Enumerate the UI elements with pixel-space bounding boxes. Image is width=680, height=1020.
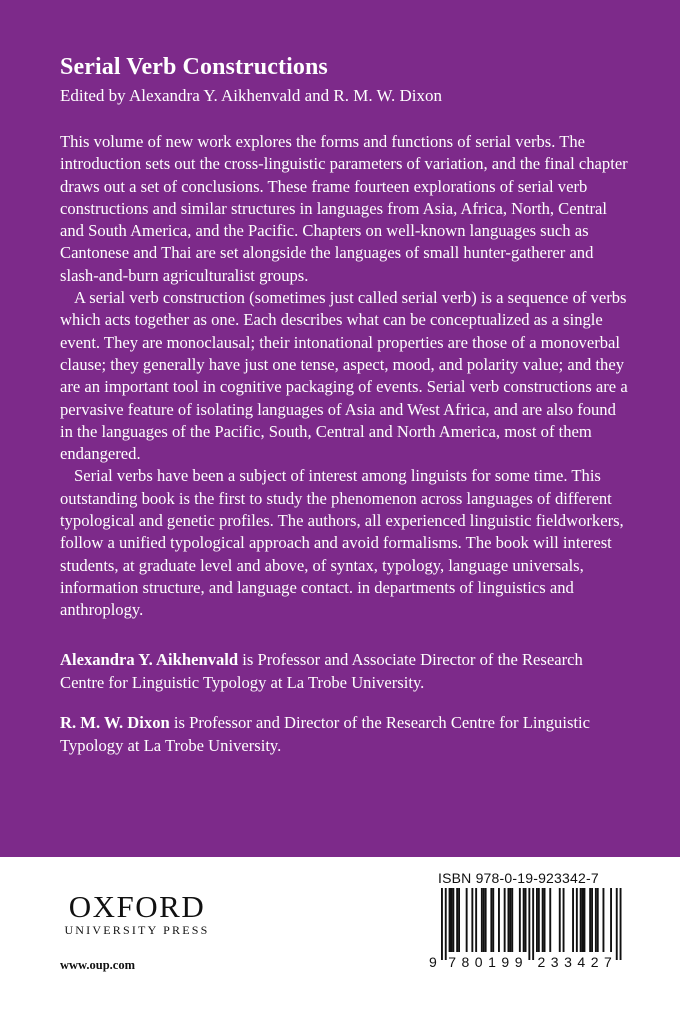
barcode-bar xyxy=(582,888,584,952)
barcode-digit: 3 xyxy=(564,954,572,970)
barcode-bar xyxy=(471,888,473,952)
barcode-bar xyxy=(525,888,527,952)
barcode-digit: 2 xyxy=(537,954,546,970)
barcode-bar xyxy=(445,888,447,960)
publisher-subtitle: UNIVERSITY PRESS xyxy=(64,923,210,937)
barcode-bar xyxy=(595,888,597,952)
barcode-digits xyxy=(429,954,612,970)
barcode-bar xyxy=(475,888,477,952)
publisher-logo xyxy=(58,889,216,938)
author-bio-text: is Professor and Director of the Research Centre for Linguistic Typology at La Trobe University. xyxy=(60,713,590,755)
barcode-bar xyxy=(528,888,530,960)
barcode-bar xyxy=(538,888,540,952)
barcode-bar xyxy=(532,888,534,960)
barcode-digit: 9 xyxy=(429,954,437,970)
barcode-bar xyxy=(591,888,593,952)
author-name: R. M. W. Dixon xyxy=(60,713,170,732)
barcode-bar xyxy=(492,888,494,952)
barcode-bar xyxy=(536,888,538,952)
book-title: Serial Verb Constructions xyxy=(60,54,328,80)
author-bio xyxy=(60,712,630,757)
blurb-paragraph: This volume of new work explores the forms and functions of serial verbs. The introduction sets out the cross-linguistic parameters of variation, and the final chapter draws out a set of conclusions. These frame fourteen explorations of serial verb constructions and similar structures in languages from Asia, Africa, North, Central and South America, and the Pacific. Chapters on well-known languages such as Cantonese and Thai are set alongside the languages of small hunter-gatherer and slash-and-burn agriculturalist groups. xyxy=(60,132,628,285)
barcode-bar xyxy=(511,888,513,952)
author-bio-text: is Professor and Associate Director of the Research Centre for Linguistic Typology at La Trobe University. xyxy=(60,650,583,692)
barcode-bar xyxy=(584,888,586,952)
barcode-bar xyxy=(498,888,500,952)
barcode-bar xyxy=(452,888,454,952)
barcode-bar xyxy=(580,888,582,952)
barcode-bar xyxy=(458,888,460,952)
publisher-name: OXFORD xyxy=(68,889,206,924)
barcode-bar xyxy=(466,888,468,952)
barcode-bar xyxy=(576,888,578,952)
barcode-bar xyxy=(483,888,485,952)
blurb-paragraph: Serial verbs have been a subject of interest among linguists for some time. This outstanding book is the first to study the phenomenon across languages of different typological and genetic profiles. The authors, all experienced linguistic fieldworkers, follow a unified typological approach and avoid formalisms. The book will interest students, at graduate level and above, of syntax, typology, language universals, information structure, and language contact. in departments of linguistics and anthroplogy. xyxy=(60,466,624,620)
barcode-bar xyxy=(544,888,546,952)
barcode-digit: 2 xyxy=(590,954,599,970)
barcode-bar xyxy=(508,888,510,952)
barcode-bar xyxy=(603,888,605,952)
barcode-digit: 3 xyxy=(550,954,559,970)
barcode-digit: 8 xyxy=(461,954,470,970)
barcode-digit: 4 xyxy=(577,954,586,970)
isbn-label: ISBN 978-0-19-923342-7 xyxy=(438,870,599,886)
publisher-url[interactable]: www.oup.com xyxy=(60,958,136,972)
barcode-bar xyxy=(620,888,622,960)
barcode-bar xyxy=(441,888,443,960)
barcode-bar xyxy=(504,888,506,952)
barcode-bar xyxy=(549,888,551,952)
barcode-bar xyxy=(490,888,492,952)
barcode-digit: 9 xyxy=(501,954,510,970)
barcode-bar xyxy=(451,888,453,952)
barcode-bar xyxy=(616,888,618,960)
barcode-bars xyxy=(441,888,622,960)
barcode-bar xyxy=(509,888,511,952)
author-name: Alexandra Y. Aikhenvald xyxy=(60,650,239,669)
barcode-bar xyxy=(563,888,565,952)
barcode-bar xyxy=(519,888,521,952)
barcode-bar xyxy=(523,888,525,952)
barcode-bar xyxy=(559,888,561,952)
barcode-bar xyxy=(610,888,612,952)
barcode-bar xyxy=(572,888,574,952)
barcode-digit: 1 xyxy=(488,954,496,970)
author-bio xyxy=(60,649,630,694)
barcode-bar xyxy=(449,888,451,952)
barcode-digit: 9 xyxy=(514,954,523,970)
barcode-bar xyxy=(597,888,599,952)
barcode-digit: 7 xyxy=(604,954,612,970)
barcode-bar xyxy=(542,888,544,952)
barcode-bar xyxy=(485,888,487,952)
blurb xyxy=(60,131,630,622)
blurb-paragraph: A serial verb construction (sometimes just called serial verb) is a sequence of verbs which acts together as one. Each describes what can be conceptualized as a single event. They are monoclausal; their intonational properties are those of a monoverbal clause; they generally have just one tense, aspect, mood, and polarity value; and they are an important tool in cognitive packaging of events. Serial verb constructions are a pervasive feature of isolating languages of Asia and West Africa, and are also found in the languages of the Pacific, South, Central and North America, most of them endangered. xyxy=(60,288,628,464)
barcode xyxy=(425,886,625,971)
barcode-digit: 0 xyxy=(474,954,483,970)
barcode-bar xyxy=(589,888,591,952)
editors-line: Edited by Alexandra Y. Aikhenvald and R. M. W. Dixon xyxy=(60,86,442,105)
barcode-bar xyxy=(481,888,483,952)
barcode-digit: 7 xyxy=(448,954,456,970)
barcode-bar xyxy=(456,888,458,952)
